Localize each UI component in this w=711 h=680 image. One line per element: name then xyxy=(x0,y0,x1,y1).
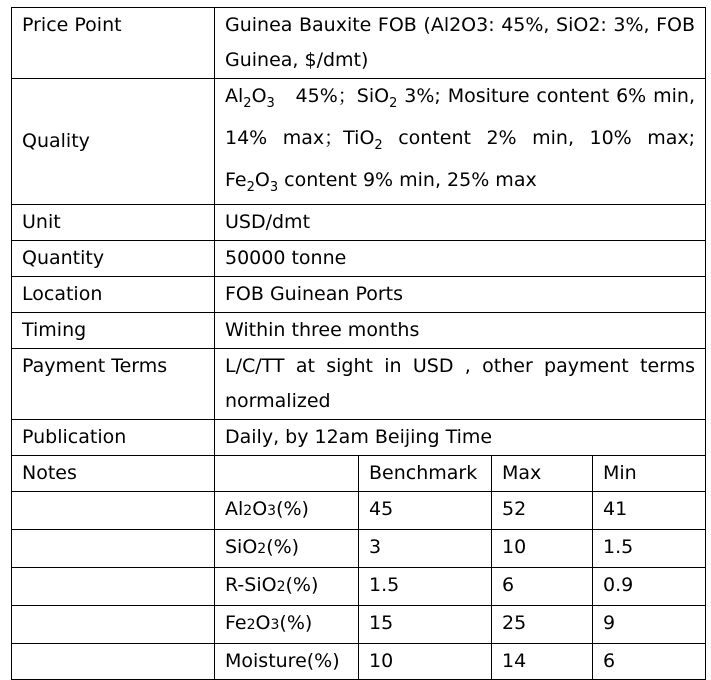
notes-item-label: R-SiO2(%) xyxy=(215,568,359,606)
row-location xyxy=(12,277,706,313)
notes-blank-cell xyxy=(12,530,215,568)
notes-max: 52 xyxy=(492,492,593,530)
notes-item-label: Fe2O3(%) xyxy=(215,606,359,644)
label-publication: Publication xyxy=(12,420,215,456)
notes-item-label: SiO2(%) xyxy=(215,530,359,568)
row-quantity xyxy=(12,241,706,277)
notes-row-al2o3 xyxy=(12,492,706,530)
notes-blank-cell xyxy=(12,568,215,606)
value-payment-terms: L/C/TT at sight in USD , other payment terms normalized xyxy=(215,349,706,420)
row-quality xyxy=(12,79,706,205)
notes-max: 25 xyxy=(492,606,593,644)
notes-item-label: Al2O3(%) xyxy=(215,492,359,530)
value-unit: USD/dmt xyxy=(215,205,706,241)
notes-row-fe2o3 xyxy=(12,606,706,644)
notes-benchmark: 3 xyxy=(359,530,492,568)
value-quantity: 50000 tonne xyxy=(215,241,706,277)
label-timing: Timing xyxy=(12,313,215,349)
label-payment-terms: Payment Terms xyxy=(12,349,215,420)
label-quality: Quality xyxy=(12,79,215,205)
row-price-point xyxy=(12,8,706,79)
value-quality: $Al_2O_3$ 45%；SiO$_2$ 3%; Mositure content 6% min, 14% max；TiO$_2$ content 2% min, 10% max; $Fe_2O_3$ content 9% min, 25% max xyxy=(215,79,706,205)
notes-max: 6 xyxy=(492,568,593,606)
notes-header-benchmark: Benchmark xyxy=(359,456,492,492)
notes-benchmark: 45 xyxy=(359,492,492,530)
value-price-point: Guinea Bauxite FOB (Al2O3: 45%, SiO2: 3%, FOB Guinea, $/dmt) xyxy=(215,8,706,79)
notes-benchmark: 15 xyxy=(359,606,492,644)
notes-blank-cell xyxy=(12,606,215,644)
notes-min: 1.5 xyxy=(593,530,706,568)
notes-header-min: Min xyxy=(593,456,706,492)
notes-row-sio2 xyxy=(12,530,706,568)
notes-blank-cell xyxy=(12,644,215,680)
spec-table xyxy=(11,7,706,680)
label-price-point: Price Point xyxy=(12,8,215,79)
notes-header-max: Max xyxy=(492,456,593,492)
notes-row-r-sio2 xyxy=(12,568,706,606)
row-timing xyxy=(12,313,706,349)
label-quantity: Quantity xyxy=(12,241,215,277)
notes-min: 6 xyxy=(593,644,706,680)
notes-blank-cell xyxy=(12,492,215,530)
notes-min: 9 xyxy=(593,606,706,644)
notes-header-blank xyxy=(215,456,359,492)
row-publication xyxy=(12,420,706,456)
row-unit xyxy=(12,205,706,241)
label-unit: Unit xyxy=(12,205,215,241)
label-notes: Notes xyxy=(12,456,215,492)
notes-benchmark: 10 xyxy=(359,644,492,680)
notes-benchmark: 1.5 xyxy=(359,568,492,606)
notes-min: 0.9 xyxy=(593,568,706,606)
value-timing: Within three months xyxy=(215,313,706,349)
notes-row-moisture xyxy=(12,644,706,680)
row-notes-header xyxy=(12,456,706,492)
value-location: FOB Guinean Ports xyxy=(215,277,706,313)
notes-max: 10 xyxy=(492,530,593,568)
notes-max: 14 xyxy=(492,644,593,680)
notes-item-label: Moisture(%) xyxy=(215,644,359,680)
notes-min: 41 xyxy=(593,492,706,530)
value-publication: Daily, by 12am Beijing Time xyxy=(215,420,706,456)
label-location: Location xyxy=(12,277,215,313)
row-payment-terms xyxy=(12,349,706,420)
